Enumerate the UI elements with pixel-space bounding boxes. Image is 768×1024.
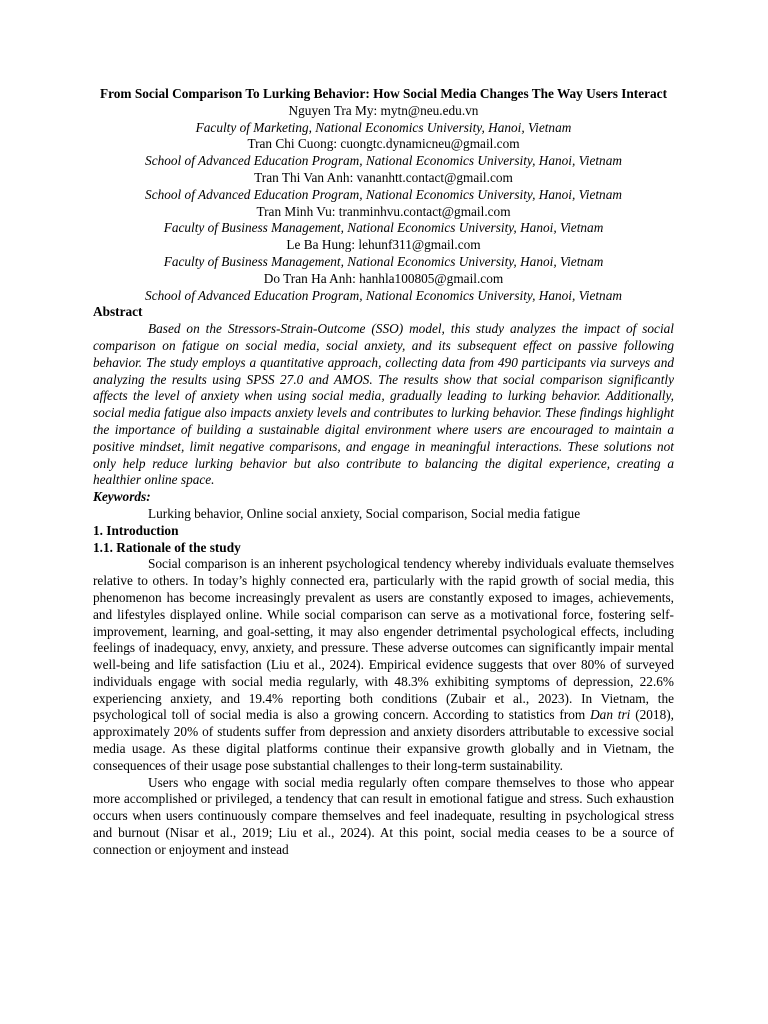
abstract-heading: Abstract: [93, 304, 143, 320]
keywords-heading: Keywords:: [93, 489, 151, 505]
abstract-text: Based on the Stressors-Strain-Outcome (SSO) model, this study analyzes the impact of social comparison on fatigue on social media, social anxiety, and its subsequent effect on passive following behavior. The study employs a quantitative approach, collecting data from 490 participants via surveys and analyzing the results using SPSS 27.0 and AMOS. The results show that social comparison significantly affects the level of anxiety when using social media, gradually leading to lurking behavior. Additionally, social media fatigue also impacts anxiety levels and contributes to lurking behavior. These findings highlight the importance of building a sustainable digital environment where users are encouraged to maintain a positive mindset, limit negative comparisons, and engage in meaningful interactions. These solutions not only help reduce lurking behavior but also contribute to balancing the digital experience, creating a healthier online space.: [93, 321, 674, 488]
subsection-heading-rationale: 1.1. Rationale of the study: [93, 539, 241, 555]
author-name-email: Tran Thi Van Anh: vananhtt.contact@gmail.com: [254, 169, 513, 185]
author-affiliation: School of Advanced Education Program, National Economics University, Hanoi, Vietnam: [145, 186, 622, 202]
source-name-italic: Dan tri: [590, 707, 631, 723]
author-name-email: Tran Chi Cuong: cuongtc.dynamicneu@gmail.com: [247, 136, 520, 152]
body-paragraph-2: Users who engage with social media regularly often compare themselves to those who appear more accomplished or privileged, a tendency that can result in emotional fatigue and stress. Such exhaustion occurs when users continuously compare themselves and feel inadequate, resulting in psychological stress and burnout (Nisar et al., 2019; Liu et al., 2024). At this point, social media ceases to be a source of connection or enjoyment and instead: [93, 774, 674, 857]
keywords-text: Lurking behavior, Online social anxiety, Social comparison, Social media fatigue: [148, 505, 581, 521]
section-heading-introduction: 1. Introduction: [93, 522, 179, 538]
author-name-email: Do Tran Ha Anh: hanhla100805@gmail.com: [263, 270, 504, 286]
author-name-email: Tran Minh Vu: tranminhvu.contact@gmail.com: [256, 203, 511, 219]
body-paragraph-1: [93, 556, 674, 774]
author-name-email: Nguyen Tra My: mytn@neu.edu.vn: [288, 102, 479, 118]
author-affiliation: School of Advanced Education Program, National Economics University, Hanoi, Vietnam: [145, 287, 622, 303]
author-affiliation: School of Advanced Education Program, National Economics University, Hanoi, Vietnam: [145, 153, 622, 169]
paper-title: From Social Comparison To Lurking Behavior: How Social Media Changes The Way Users Interact: [100, 86, 667, 101]
author-name-email: Le Ba Hung: lehunf311@gmail.com: [286, 237, 481, 253]
paragraph-text: (2018), approximately 20% of students suffer from depression and anxiety disorders attributable to excessive social media usage. As these digital platforms continue their expansive growth globally and in Vietnam, the consequences of their usage pose substantial challenges to their long-term sustainability.: [93, 707, 674, 773]
author-block: [93, 103, 674, 305]
author-affiliation: Faculty of Business Management, National Economics University, Hanoi, Vietnam: [163, 253, 604, 269]
author-affiliation: Faculty of Marketing, National Economics University, Hanoi, Vietnam: [195, 119, 572, 135]
author-affiliation: Faculty of Business Management, National Economics University, Hanoi, Vietnam: [163, 220, 604, 236]
paragraph-text: Social comparison is an inherent psychological tendency whereby individuals evaluate themselves relative to others. In today’s highly connected era, particularly with the rapid growth of social media, this phenomenon has become increasingly prevalent as users are constantly exposed to images, achievements, and lifestyles displayed online. While social comparison can serve as a motivational force, fostering self-improvement, learning, and goal-setting, it may also engender detrimental psychological effects, including feelings of inadequacy, envy, anxiety, and pressure. These adverse outcomes can significantly impair mental well-being and life satisfaction (Liu et al., 2024). Empirical evidence suggests that over 80% of surveyed individuals engage with social media regularly, with 48.3% exhibiting symptoms of depression, 22.6% experiencing anxiety, and 19.4% reporting both conditions (Zubair et al., 2023). In Vietnam, the psychological toll of social media is also a growing concern. According to statistics from: [93, 556, 674, 723]
paper-page: [93, 86, 674, 859]
